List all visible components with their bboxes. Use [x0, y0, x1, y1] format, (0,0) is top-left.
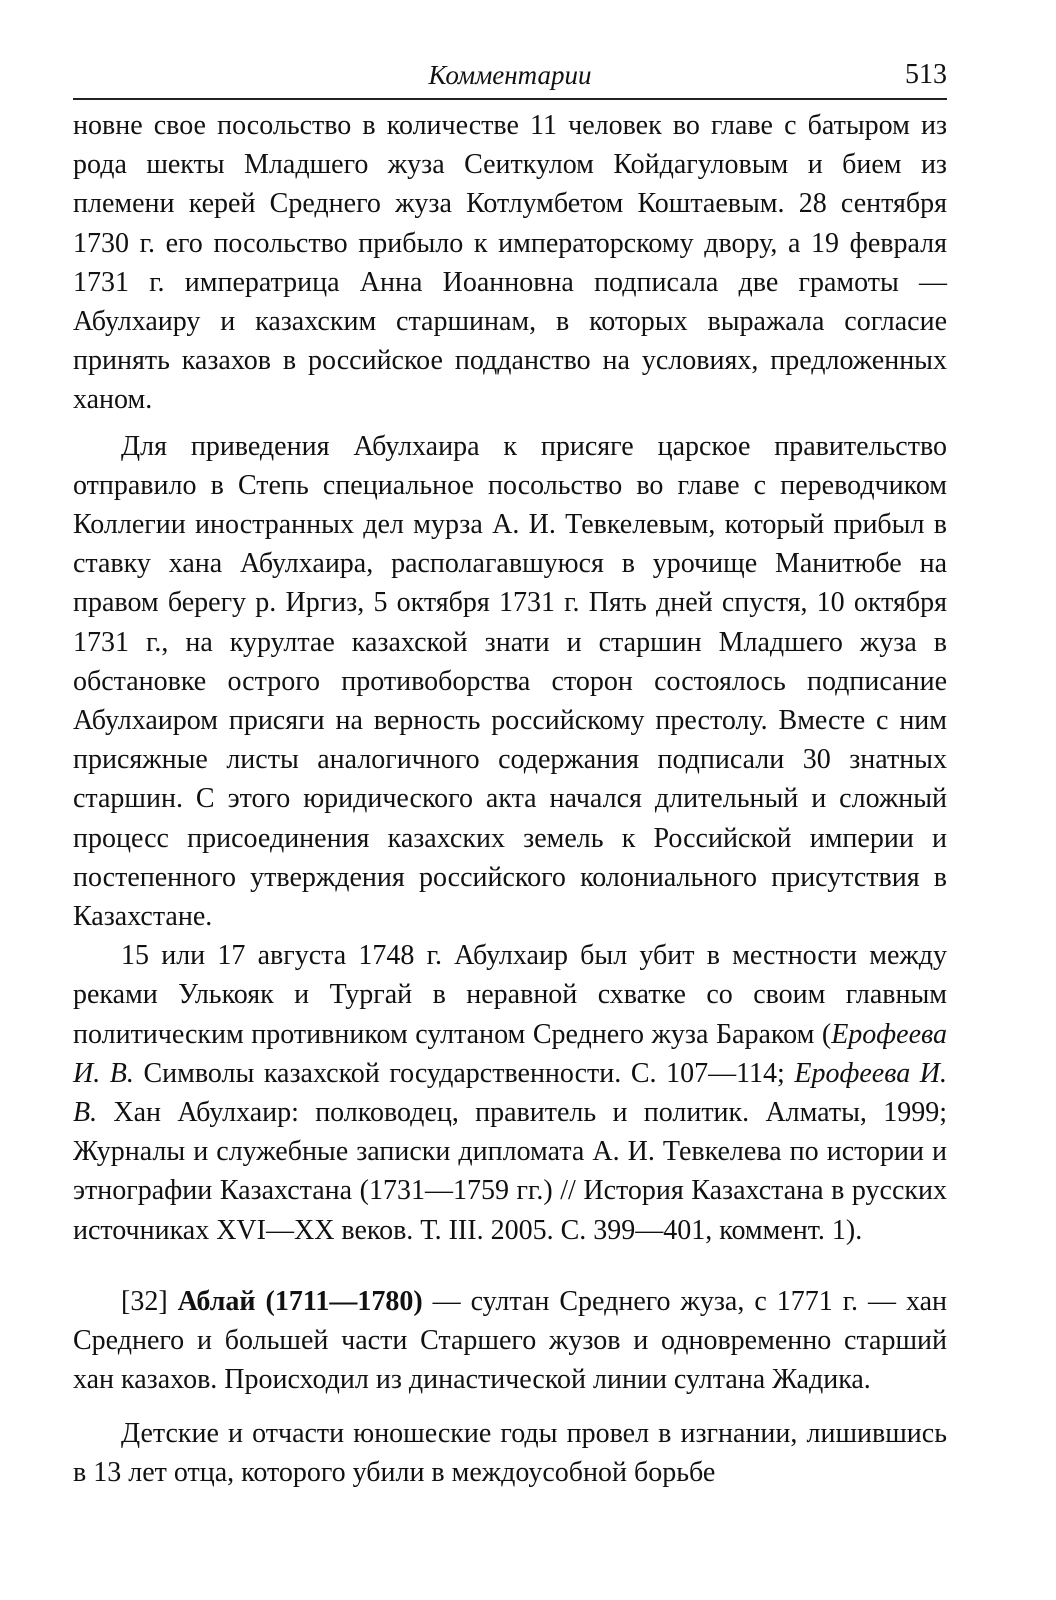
paragraph-text: 15 или 17 августа 1748 г. Абулхаир был убит в местности между реками Улькояк и Тургай в неравной схватке со своим главным политическим противником султаном Среднего жуза Бараком (	[73, 940, 947, 1050]
paragraph-childhood: Детские и отчасти юношеские годы провел в изгнании, лишившись в 13 лет отца, которого убили в междоусобной борьбе	[73, 1417, 947, 1488]
page-number: 513	[905, 59, 947, 90]
running-title: Комментарии	[428, 60, 592, 90]
paragraph-oath: Для приведения Абулхаира к присяге царское правительство отправило в Степь специальное посольство во главе с переводчиком Коллегии иностранных дел мурза А. И. Тевкелевым, который прибыл в ставку хана Абулхаира, располагавшуюся в урочище Манитюбе на правом берегу р. Иргиз, 5 октября 1731 г. Пять дней спустя, 10 октября 1731 г., на курултае казахской знати и старшин Младшего жуза в обстановке острого противоборства сторон состоялось подписание Абулхаиром присяги на верность российскому престолу. Вместе с ним присяжные листы аналогичного содержания подписали 30 знатных старшин. С этого юридического акта начался длительный и сложный процесс присоединения казахских земель к Российской империи и постепенного утверждения российского колониального присутствия в Казахстане.	[73, 430, 947, 933]
paragraph-text: Хан Абулхаир: полководец, правитель и политик. Алматы, 1999; Журналы и служебные записки дипломата А. И. Тевкелева по истории и этнографии Казахстана (1731—1759 гг.) // История Казахстана в русских источниках XVI—XX веков. Т. III. 2005. С. 399—401, коммент. 1).	[73, 1097, 947, 1246]
paragraph-death-of-abulkhair	[73, 936, 947, 1250]
paragraph-continuation: новне свое посольство в количестве 11 человек во главе с батыром из рода шекты Младшего жуза Сеиткулом Койдагуловым и бием из племени керей Среднего жуза Котлумбетом Коштаевым. 28 сентября 1730 г. его посольство прибыло к императорскому двору, а 19 февраля 1731 г. императрица Анна Иоанновна подписала две грамоты — Абулхаиру и казахским старшинам, в которых выражала согласие принять казахов в российское подданство на условиях, предложенных ханом.	[73, 110, 947, 416]
paragraph-text: Символы казахской государственности. С. 107—114;	[133, 1057, 795, 1089]
entry-number: [32]	[121, 1285, 178, 1317]
body-text	[73, 106, 947, 1492]
entry-text: — султан Среднего жуза, с 1771 г. — хан Среднего и большей части Старшего жузов и одновременно старший хан казахов. Происходил из династической линии султана Жадика.	[73, 1285, 948, 1396]
commentary-entry-32	[73, 1282, 947, 1400]
author-reference: Ерофеева И. В.	[73, 1057, 947, 1129]
author-reference: Ерофеева И. В.	[73, 1018, 947, 1089]
entry-heading: Аблай (1711—1780)	[177, 1285, 423, 1317]
page-header	[73, 58, 947, 100]
